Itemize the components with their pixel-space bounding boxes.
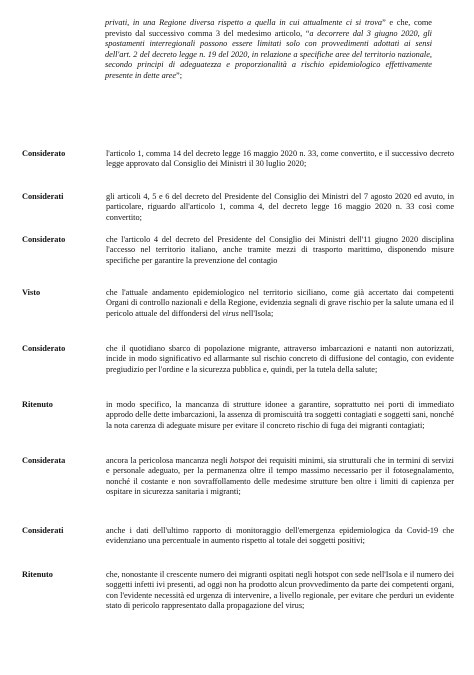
entry-text: che, nonostante il crescente numero dei migranti ospitati negli hotspot con sede nell'Isola e il numero dei soggetti infetti ivi presenti, ad oggi non ha prodotto alcun provvedimento da parte dei competenti organi, con l'evidente necessità ed urgenza di intervenire, a livello regionale, per evitare che perduri un evidente stato di pericolo rappresentato dalla propagazione del virus;: [106, 570, 454, 611]
intro-text-1: ” e che, come previsto dal successivo comma 3 del medesimo articolo, “: [105, 18, 432, 38]
entry-text: anche i dati dell'ultimo rapporto di monitoraggio dell'emergenza epidemiologica da Covid-19 che evidenziano una percentuale in aumento rispetto al totale dei soggetti positivi;: [106, 526, 454, 546]
intro-paragraph: [105, 18, 432, 82]
entry-text-part: ancora la pericolosa mancanza negli: [106, 456, 231, 465]
entry-text: [106, 288, 454, 319]
intro-italic-2: a decorrere dal 3 giugno 2020, gli spostamenti interregionali possono essere limitati solo con provvedimenti adottati ai sensi dell'art. 2 del decreto legge n. 19 del 2020, in relazione a specifiche aree del territorio nazionale, secondo principi di adeguatezza e proporzionalità a rischio epidemiologico effettivamente presente in dette aree: [105, 28, 432, 80]
entry-text: in modo specifico, la mancanza di strutture idonee a garantire, soprattutto nei porti di immediato approdo delle dette imbarcazioni, la assenza di promiscuità tra soggetti contagiati e soggetti sani, nonché la nota carenza di adeguate misure per evitare il concreto rischio di fuga dei migranti contagiati;: [106, 400, 454, 430]
entry-text: gli articoli 4, 5 e 6 del decreto del Presidente del Consiglio dei Ministri del 7 agosto 2020 ed avuto, in particolare, riguardo all'articolo 1, comma 4, del decreto legge 16 maggio 2020 n. 33 così come convertito;: [106, 192, 454, 222]
entry-ritenuto-1: [22, 400, 454, 431]
entry-considerato-1: [22, 149, 454, 170]
entry-text: [106, 456, 454, 498]
entry-label: Considerata: [22, 456, 66, 465]
entry-text-italic: virus: [222, 308, 239, 318]
entry-considerato-2: [22, 235, 454, 266]
entry-text-part: che l'attuale andamento epidemiologico nel territorio siciliano, come già accertato dai competenti Organi di controllo nazionali e della Regione, evidenzia segnali di grave rischio per la salute umana ed il pericolo attuale del diffondersi del: [106, 288, 454, 318]
entry-text: che l'articolo 4 del decreto del Presidente del Consiglio dei Ministri dell'11 giugno 2020 disciplina l'accesso nel territorio italiano, anche tramite mezzi di trasporto marittimo, disponendo misure specifiche per garantire la prevenzione del contagio: [106, 235, 454, 265]
entry-label: Considerato: [22, 235, 66, 244]
entry-considerati-1: [22, 192, 454, 223]
intro-italic-1: privati, in una Regione diversa rispetto a quella in cui attualmente ci si trova: [105, 18, 383, 27]
entry-text: che il quotidiano sbarco di popolazione migrante, attraverso imbarcazioni e natanti non autorizzati, incide in modo significativo ed allarmante sul rischio concreto di diffusione del contagio, con evidente pregiudizio per l'ordine e la sicurezza pubblica e, quindi, per la tutela della salute;: [106, 344, 454, 374]
entry-visto: [22, 288, 454, 319]
entry-considerata: [22, 456, 454, 498]
entry-label: Considerato: [22, 149, 66, 158]
entry-label: Visto: [22, 288, 41, 297]
entry-label: Considerati: [22, 526, 64, 535]
entry-considerati-2: [22, 526, 454, 547]
entry-label: Ritenuto: [22, 400, 53, 409]
entry-considerato-3: [22, 344, 454, 375]
entry-text: l'articolo 1, comma 14 del decreto legge 16 maggio 2020 n. 33, come convertito, e il successivo decreto legge approvato dal Consiglio dei Ministri il 30 luglio 2020;: [106, 149, 454, 169]
entry-text-part: nell'Isola;: [238, 308, 274, 318]
entry-label: Ritenuto: [22, 570, 53, 579]
entry-label: Considerati: [22, 192, 64, 201]
entry-text-part: dei requisiti minimi, sia strutturali che in termini di servizi e personale adeguato, per la permanenza oltre il tempo massimo necessario per il fotosegnalamento, nonché il costante e non sovraffollamento delle medesime strutture ben oltre i limiti di capienza per ospitare in sicurezza sanitaria i migranti;: [106, 456, 454, 497]
entry-ritenuto-2: [22, 570, 454, 612]
entry-text-italic: hotspot: [230, 456, 255, 465]
intro-text-end: ”;: [176, 70, 183, 80]
entry-label: Considerato: [22, 344, 66, 353]
